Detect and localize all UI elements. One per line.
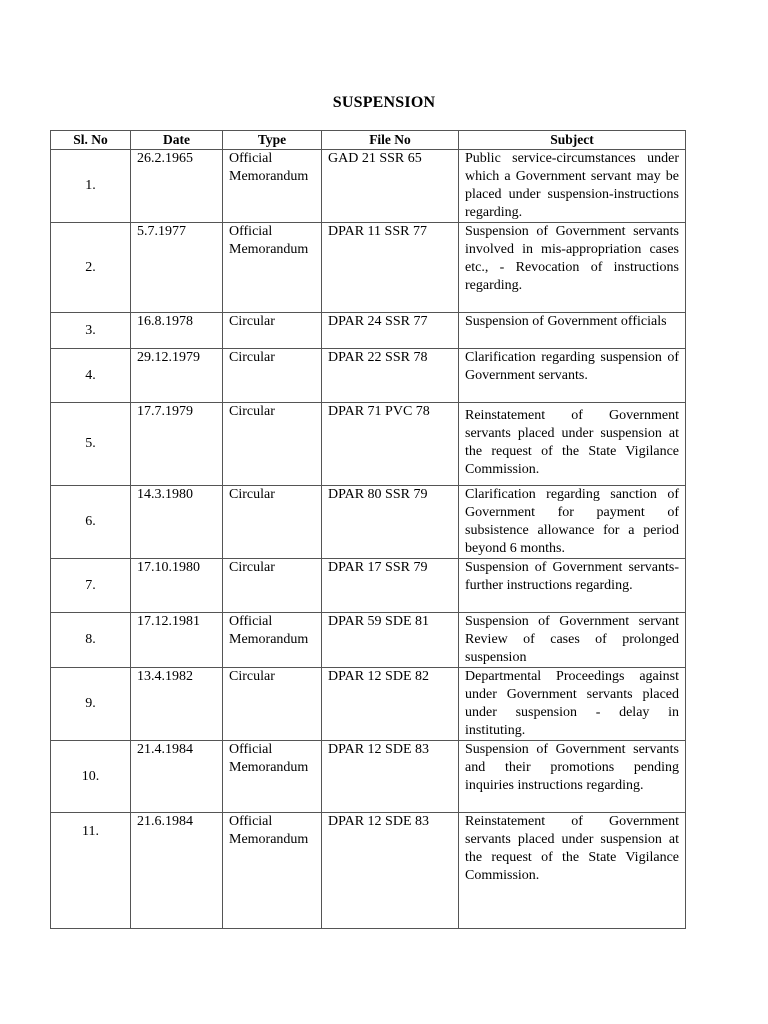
header-file-no: File No: [322, 131, 459, 150]
table-row: [51, 486, 686, 559]
table-row: [51, 741, 686, 813]
table-row: [51, 813, 686, 929]
cell-file-no: GAD 21 SSR 65: [322, 150, 459, 223]
header-sl-no: Sl. No: [51, 131, 131, 150]
cell-sl-no: 4.: [51, 349, 131, 403]
cell-subject: Suspension of Government servants involved in mis-appropriation cases etc., - Revocation of instructions regarding.: [459, 223, 686, 313]
cell-subject: Reinstatement of Government servants placed under suspension at the request of the State Vigilance Commission.: [459, 813, 686, 929]
cell-date: 29.12.1979: [131, 349, 223, 403]
document-title: SUSPENSION: [332, 94, 436, 111]
cell-sl-no: 8.: [51, 613, 131, 668]
cell-type: Circular: [223, 486, 322, 559]
table-row: [51, 403, 686, 486]
table-row: [51, 150, 686, 223]
cell-type: Circular: [223, 403, 322, 486]
cell-date: 17.12.1981: [131, 613, 223, 668]
cell-subject: Suspension of Government servants and their promotions pending inquiries instructions regarding.: [459, 741, 686, 813]
cell-type: Circular: [223, 313, 322, 349]
cell-type: Circular: [223, 559, 322, 613]
cell-sl-no: 11.: [51, 813, 131, 929]
cell-subject: Clarification regarding suspension of Government servants.: [459, 349, 686, 403]
cell-file-no: DPAR 22 SSR 78: [322, 349, 459, 403]
cell-date: 13.4.1982: [131, 668, 223, 741]
cell-date: 21.6.1984: [131, 813, 223, 929]
cell-file-no: DPAR 12 SDE 83: [322, 813, 459, 929]
cell-date: 17.10.1980: [131, 559, 223, 613]
cell-file-no: DPAR 80 SSR 79: [322, 486, 459, 559]
cell-sl-no: 10.: [51, 741, 131, 813]
cell-subject: Suspension of Government servants-further instructions regarding.: [459, 559, 686, 613]
header-type: Type: [223, 131, 322, 150]
table-row: [51, 613, 686, 668]
table-row: [51, 313, 686, 349]
header-subject: Subject: [459, 131, 686, 150]
cell-sl-no: 7.: [51, 559, 131, 613]
cell-sl-no: 9.: [51, 668, 131, 741]
cell-date: 21.4.1984: [131, 741, 223, 813]
cell-file-no: DPAR 24 SSR 77: [322, 313, 459, 349]
suspension-table: [50, 130, 686, 929]
table-row: [51, 559, 686, 613]
cell-file-no: DPAR 11 SSR 77: [322, 223, 459, 313]
cell-date: 14.3.1980: [131, 486, 223, 559]
cell-file-no: DPAR 12 SDE 82: [322, 668, 459, 741]
cell-subject: Clarification regarding sanction of Government for payment of subsistence allowance for a period beyond 6 months.: [459, 486, 686, 559]
cell-date: 17.7.1979: [131, 403, 223, 486]
cell-file-no: DPAR 71 PVC 78: [322, 403, 459, 486]
cell-type: Official Memorandum: [223, 741, 322, 813]
cell-sl-no: 5.: [51, 403, 131, 486]
cell-subject: Suspension of Government servant Review of cases of prolonged suspension: [459, 613, 686, 668]
cell-sl-no: 1.: [51, 150, 131, 223]
cell-sl-no: 6.: [51, 486, 131, 559]
table-row: [51, 223, 686, 313]
cell-subject: Public service-circumstances under which a Government servant may be placed under suspension-instructions regarding.: [459, 150, 686, 223]
cell-sl-no: 2.: [51, 223, 131, 313]
cell-type: Official Memorandum: [223, 613, 322, 668]
cell-file-no: DPAR 59 SDE 81: [322, 613, 459, 668]
cell-subject: Reinstatement of Government servants placed under suspension at the request of the State Vigilance Commission.: [459, 403, 686, 486]
cell-type: Circular: [223, 349, 322, 403]
cell-date: 26.2.1965: [131, 150, 223, 223]
cell-date: 16.8.1978: [131, 313, 223, 349]
cell-subject: Suspension of Government officials: [459, 313, 686, 349]
cell-type: Official Memorandum: [223, 150, 322, 223]
cell-date: 5.7.1977: [131, 223, 223, 313]
cell-subject: Departmental Proceedings against under Government servants placed under suspension - delay in instituting.: [459, 668, 686, 741]
cell-sl-no: 3.: [51, 313, 131, 349]
table-row: [51, 349, 686, 403]
cell-type: Official Memorandum: [223, 223, 322, 313]
cell-file-no: DPAR 12 SDE 83: [322, 741, 459, 813]
cell-type: Official Memorandum: [223, 813, 322, 929]
table-row: [51, 668, 686, 741]
cell-type: Circular: [223, 668, 322, 741]
table-header-row: [51, 131, 686, 150]
header-date: Date: [131, 131, 223, 150]
cell-file-no: DPAR 17 SSR 79: [322, 559, 459, 613]
